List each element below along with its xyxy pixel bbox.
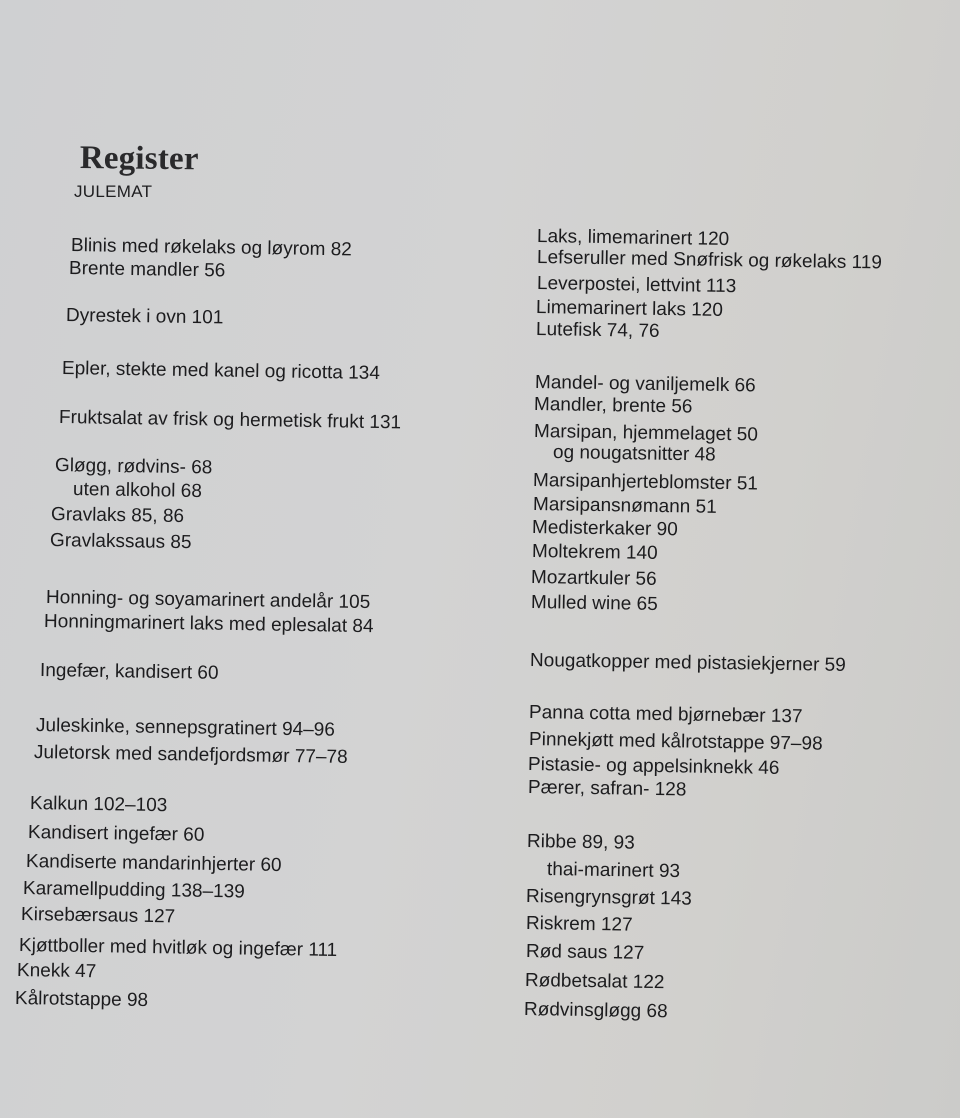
index-entry: Marsipansnømann 51 [532, 494, 717, 518]
index-entry: Gløgg, rødvins- 68 [54, 455, 213, 479]
index-entry: Rød saus 127 [525, 941, 645, 964]
index-entry: Ingefær, kandisert 60 [39, 660, 219, 684]
index-entry: Juleskinke, sennepsgratinert 94–96 [35, 715, 336, 741]
index-entry: Epler, stekte med kanel og ricotta 134 [61, 358, 381, 384]
index-entry: Kalkun 102–103 [29, 793, 168, 817]
index-entry: Kjøttboller med hvitløk og ingefær 111 [18, 935, 338, 961]
index-subentry: thai-marinert 93 [546, 859, 681, 883]
index-entry: Mandel- og vaniljemelk 66 [534, 372, 756, 397]
index-entry: Kirsebærsaus 127 [20, 904, 176, 928]
index-entry: Kandiserte mandarinhjerter 60 [25, 851, 282, 877]
index-subentry: uten alkohol 68 [72, 479, 203, 503]
page-title: Register [79, 140, 199, 178]
index-entry: Pistasie- og appelsinknekk 46 [527, 754, 780, 779]
section-heading: JULEMAT [74, 182, 153, 201]
index-entry: Kandisert ingefær 60 [27, 822, 205, 846]
index-entry: Mandler, brente 56 [533, 394, 693, 418]
index-entry: Fruktsalat av frisk og hermetisk frukt 131 [58, 407, 402, 434]
index-entry: Moltekrem 140 [531, 541, 658, 564]
index-entry: Dyrestek i ovn 101 [65, 305, 224, 329]
index-entry: Rødvinsgløgg 68 [523, 999, 668, 1023]
index-entry: Panna cotta med bjørnebær 137 [528, 702, 803, 728]
index-entry: Honning- og soyamarinert andelår 105 [45, 587, 371, 614]
index-entry: Mulled wine 65 [530, 592, 658, 615]
index-entry: Ribbe 89, 93 [526, 831, 635, 854]
index-entry: Limemarinert laks 120 [535, 297, 724, 321]
index-subentry: og nougatsnitter 48 [552, 442, 716, 466]
index-entry: Mozartkuler 56 [530, 567, 657, 590]
index-entry: Pærer, safran- 128 [527, 777, 687, 801]
index-entry: Risengrynsgrøt 143 [525, 886, 692, 910]
index-entry: Medisterkaker 90 [531, 517, 678, 541]
index-entry: Leverpostei, lettvint 113 [536, 273, 737, 298]
index-entry: Riskrem 127 [525, 913, 633, 936]
index-entry: Gravlaks 85, 86 [50, 504, 185, 528]
index-entry: Laks, limemarinert 120 [536, 226, 730, 251]
index-entry: Knekk 47 [16, 960, 97, 983]
index-entry: Kålrotstappe 98 [14, 988, 149, 1012]
index-entry: Pinnekjøtt med kålrotstappe 97–98 [528, 729, 823, 755]
index-entry: Gravlakssaus 85 [49, 530, 192, 554]
index-entry: Nougatkopper med pistasiekjerner 59 [529, 650, 846, 676]
index-entry: Juletorsk med sandefjordsmør 77–78 [33, 742, 348, 768]
index-entry: Brente mandler 56 [68, 258, 226, 282]
index-entry: Honningmarinert laks med eplesalat 84 [43, 611, 374, 638]
index-entry: Karamellpudding 138–139 [22, 878, 245, 903]
index-entry: Marsipan, hjemmelaget 50 [533, 421, 759, 446]
index-entry: Lefseruller med Snøfrisk og røkelaks 119 [536, 247, 883, 274]
index-entry: Marsipanhjerteblomster 51 [532, 470, 759, 495]
index-entry: Blinis med røkelaks og løyrom 82 [70, 235, 353, 261]
index-entry: Lutefisk 74, 76 [535, 319, 660, 342]
index-entry: Rødbetsalat 122 [524, 970, 665, 994]
